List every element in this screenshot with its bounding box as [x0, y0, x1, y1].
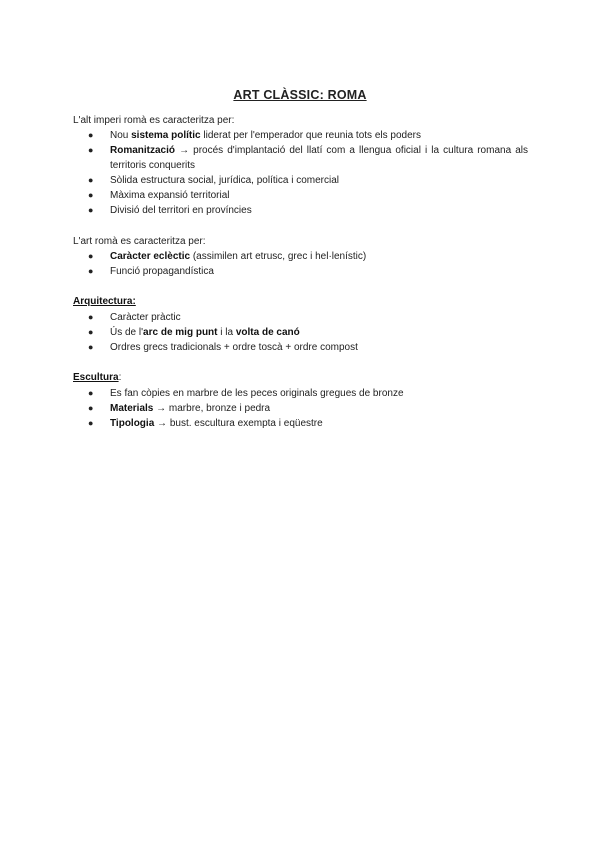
- bullet-icon: ●: [88, 251, 94, 261]
- arquitectura-list: [88, 310, 528, 355]
- list-item: ● Caràcter eclèctic (assimilen art etrusc, grec i hel·lenístic): [88, 251, 367, 262]
- bullet-icon: ●: [88, 342, 94, 352]
- list-item: ● Ús de l'arc de mig punt i la volta de canó: [88, 327, 300, 338]
- arquitectura-heading: Arquitectura:: [73, 296, 136, 307]
- bullet-icon: ●: [88, 403, 94, 413]
- section1-intro: L'alt imperi romà es caracteritza per:: [73, 115, 235, 126]
- list-item: ● Materials → marbre, bronze i pedra: [88, 403, 271, 414]
- bullet-icon: ●: [88, 145, 94, 155]
- list-item: ● Romanització → procés d'implantació del llatí com a llengua oficial i la cultura romana als territoris conquerits: [88, 145, 528, 171]
- bullet-icon: ●: [88, 388, 94, 398]
- bullet-icon: ●: [88, 266, 94, 276]
- section2-intro: L'art romà es caracteritza per:: [73, 236, 206, 247]
- section2-list: [88, 249, 528, 279]
- bullet-icon: ●: [88, 205, 94, 215]
- list-item: ● Funció propagandística: [88, 266, 214, 277]
- escultura-list: [88, 386, 528, 431]
- section1-list: [88, 128, 528, 218]
- bullet-icon: ●: [88, 190, 94, 200]
- bullet-icon: ●: [88, 327, 94, 337]
- list-item: ● Nou sistema polític liderat per l'emperador que reunia tots els poders: [88, 130, 421, 141]
- list-item: ● Es fan còpies en marbre de les peces originals gregues de bronze: [88, 388, 404, 399]
- page-title: ART CLÀSSIC: ROMA: [233, 88, 367, 102]
- list-item: ● Sòlida estructura social, jurídica, política i comercial: [88, 175, 339, 186]
- list-item: ● Divisió del territori en províncies: [88, 205, 252, 216]
- list-item: ● Màxima expansió territorial: [88, 190, 230, 201]
- list-item: ● Tipologia → bust. escultura exempta i eqüestre: [88, 418, 323, 429]
- bullet-icon: ●: [88, 312, 94, 322]
- list-item: ● Caràcter pràctic: [88, 312, 181, 323]
- escultura-heading: Escultura:: [73, 372, 122, 383]
- bullet-icon: ●: [88, 175, 94, 185]
- bullet-icon: ●: [88, 418, 94, 428]
- bullet-icon: ●: [88, 130, 94, 140]
- list-item: ● Ordres grecs tradicionals + ordre toscà + ordre compost: [88, 342, 358, 353]
